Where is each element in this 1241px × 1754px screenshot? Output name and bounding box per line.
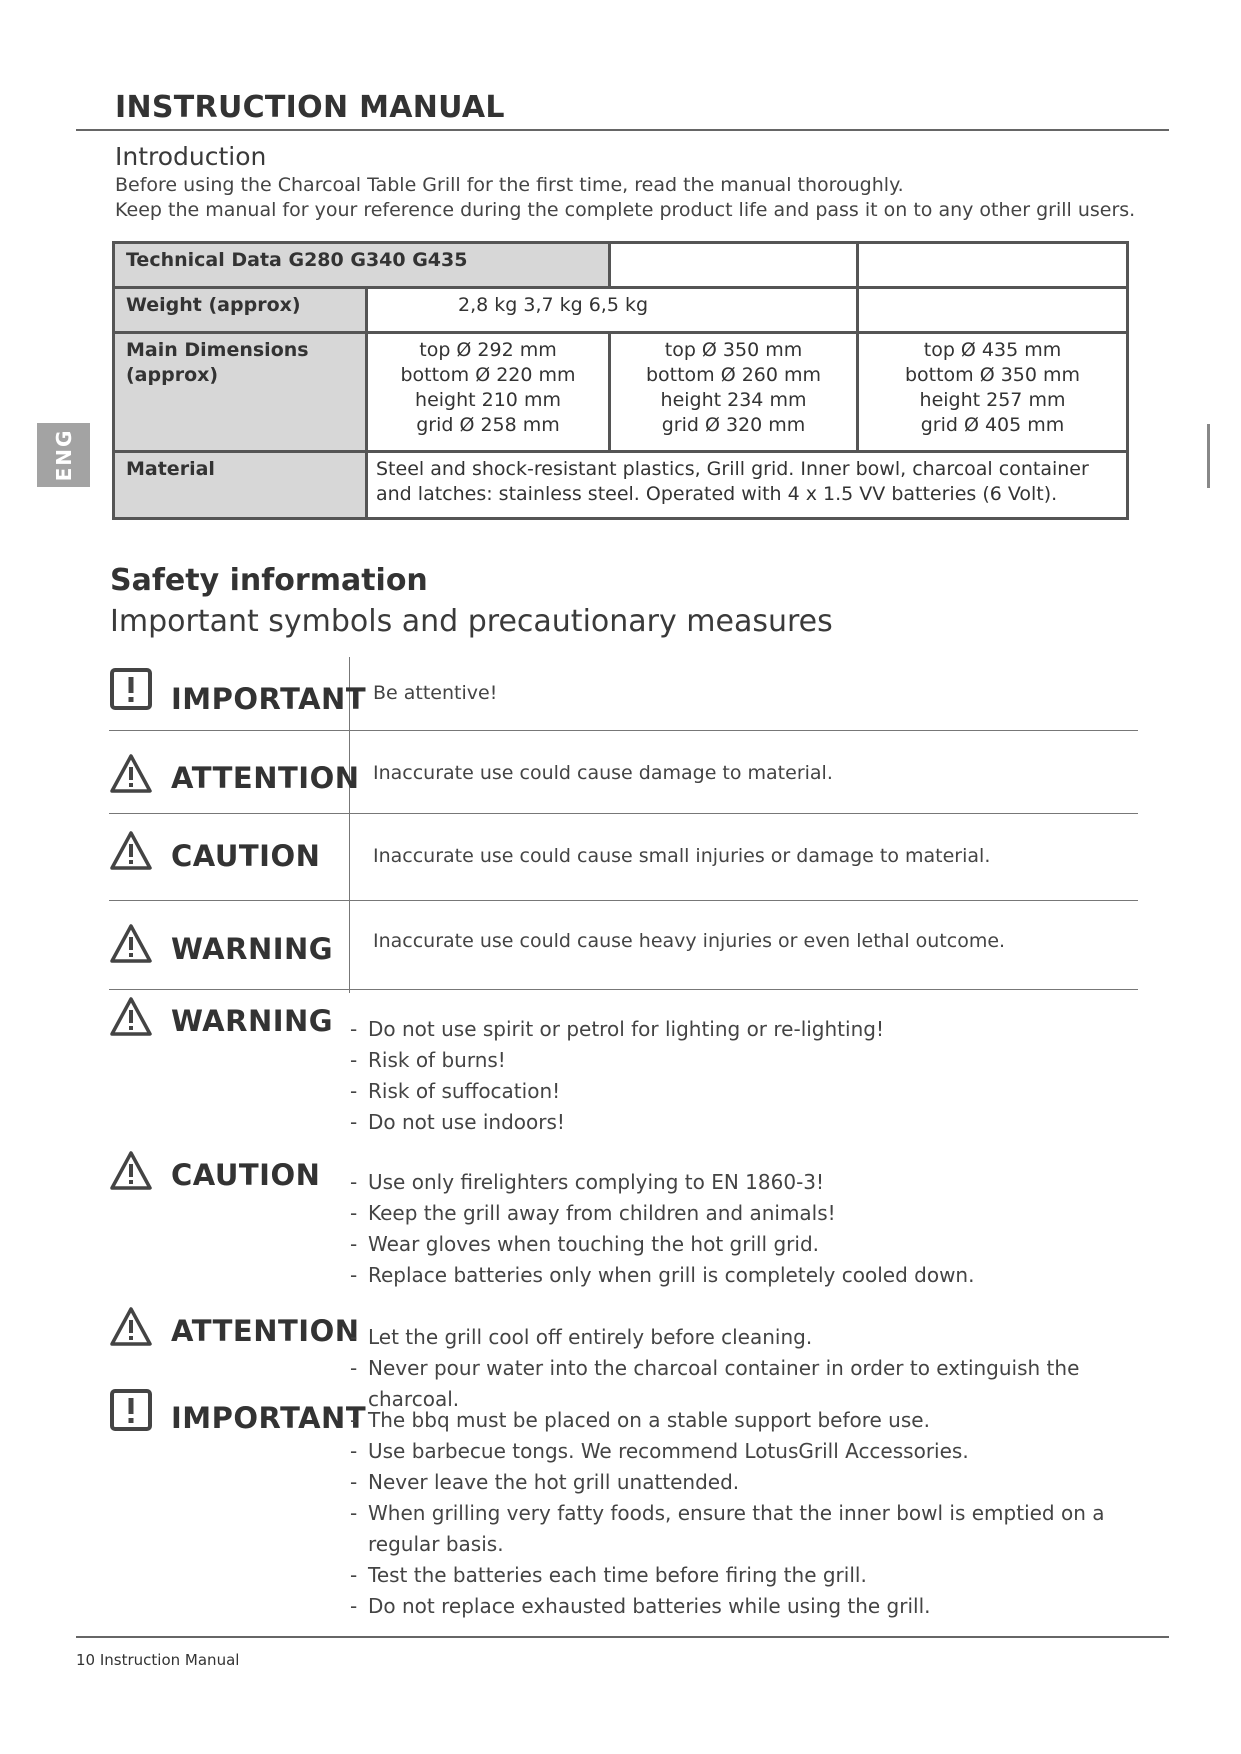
dimension-value: height 257 mm — [919, 389, 1066, 411]
symbol-label-attention: ATTENTION — [171, 761, 360, 795]
dimension-value: height 210 mm — [415, 389, 561, 411]
dimension-value: top Ø 435 mm — [923, 339, 1062, 361]
language-tab-label: ENG — [51, 428, 76, 482]
table-header-cell: Technical Data G280 G340 G435 — [114, 243, 610, 288]
symbol-description: Inaccurate use could cause small injuries or damage to material. — [373, 845, 991, 867]
dimension-value: bottom Ø 350 mm — [904, 364, 1081, 386]
group-label-important: IMPORTANT — [171, 1401, 367, 1435]
list-item: - Risk of suffocation! — [350, 1076, 1140, 1107]
footer-divider — [76, 1636, 1169, 1638]
symbol-description: Be attentive! — [373, 682, 498, 704]
symbol-description: Inaccurate use could cause damage to material. — [373, 762, 833, 784]
important-icon — [109, 1388, 153, 1432]
dimensions-g435 — [858, 333, 1128, 452]
material-label: Material — [114, 452, 367, 519]
row-divider — [109, 900, 1138, 901]
warning-triangle-icon — [109, 922, 153, 966]
row-divider — [109, 989, 1138, 990]
list-item: - Do not use spirit or petrol for lighting or re-lighting! — [350, 1014, 1140, 1045]
list-item: - The bbq must be placed on a stable support before use. — [350, 1405, 1140, 1436]
dimensions-g340 — [610, 333, 858, 452]
warning-triangle-icon — [109, 995, 153, 1039]
table-row — [114, 452, 1128, 519]
intro-line: Keep the manual for your reference during the complete product life and pass it on to any other grill users. — [115, 199, 1136, 221]
attention-list — [350, 1322, 1140, 1415]
technical-data-table — [112, 241, 1129, 520]
dimension-value: bottom Ø 260 mm — [645, 364, 822, 386]
list-item: - Do not use indoors! — [350, 1107, 1140, 1138]
row-divider — [109, 730, 1138, 731]
symbol-label-warning: WARNING — [171, 932, 334, 966]
page-title: INSTRUCTION MANUAL — [115, 90, 505, 125]
warning-triangle-icon — [109, 1149, 153, 1193]
symbol-description: Inaccurate use could cause heavy injuries or even lethal outcome. — [373, 930, 1006, 952]
list-item: - Risk of burns! — [350, 1045, 1140, 1076]
group-label-caution: CAUTION — [171, 1158, 321, 1192]
row-divider — [109, 813, 1138, 814]
footer-label: Instruction Manual — [99, 1651, 240, 1669]
weight-value: 2,8 kg 3,7 kg 6,5 kg — [367, 288, 858, 333]
list-item: - Let the grill cool off entirely before cleaning. — [350, 1322, 1140, 1353]
list-item: - Never pour water into the charcoal container in order to extinguish the charcoal. — [350, 1353, 1140, 1415]
group-label-attention: ATTENTION — [171, 1314, 360, 1348]
list-item: - Replace batteries only when grill is completely cooled down. — [350, 1260, 1140, 1291]
symbol-label-important: IMPORTANT — [171, 682, 367, 716]
language-tab — [37, 423, 90, 487]
dimension-value: grid Ø 405 mm — [920, 414, 1065, 436]
material-value: Steel and shock-resistant plastics, Grill grid. Inner bowl, charcoal container and latches: stainless steel. Operated with 4 x 1.5 VV batteries (6 Volt). — [367, 452, 1128, 519]
warning-triangle-icon — [109, 752, 153, 796]
warning-triangle-icon — [109, 1305, 153, 1349]
dimension-value: top Ø 350 mm — [664, 339, 803, 361]
table-cell — [858, 288, 1128, 333]
dimension-value: bottom Ø 220 mm — [400, 364, 576, 386]
important-icon — [109, 667, 153, 711]
important-list — [350, 1405, 1140, 1622]
page-number: 10 — [76, 1651, 96, 1669]
warning-triangle-icon — [109, 829, 153, 873]
dimension-value: grid Ø 320 mm — [661, 414, 806, 436]
dimension-value: grid Ø 258 mm — [416, 414, 560, 436]
table-row — [114, 243, 1128, 288]
caution-list — [350, 1167, 1140, 1291]
safety-subtitle: Important symbols and precautionary measures — [110, 604, 833, 639]
page-footer — [76, 1651, 239, 1669]
safety-title: Safety information — [110, 563, 428, 598]
dimensions-g280 — [367, 333, 610, 452]
intro-line: Before using the Charcoal Table Grill for the first time, read the manual thoroughly. — [115, 174, 904, 196]
dimension-value: height 234 mm — [660, 389, 807, 411]
intro-heading: Introduction — [115, 142, 267, 171]
list-item: - When grilling very fatty foods, ensure that the inner bowl is emptied on a regular basis. — [350, 1498, 1140, 1560]
list-item: - Use barbecue tongs. We recommend LotusGrill Accessories. — [350, 1436, 1140, 1467]
table-row — [114, 333, 1128, 452]
table-cell — [610, 243, 858, 288]
page-edge-marker — [1207, 424, 1210, 488]
dimensions-label: Main Dimensions (approx) — [114, 333, 367, 452]
list-item: - Test the batteries each time before firing the grill. — [350, 1560, 1140, 1591]
list-item: - Wear gloves when touching the hot grill grid. — [350, 1229, 1140, 1260]
list-item: - Do not replace exhausted batteries while using the grill. — [350, 1591, 1140, 1622]
list-item: - Use only firelighters complying to EN 1860-3! — [350, 1167, 1140, 1198]
list-item: - Keep the grill away from children and animals! — [350, 1198, 1140, 1229]
header-divider — [76, 129, 1169, 131]
weight-label: Weight (approx) — [114, 288, 367, 333]
table-cell — [858, 243, 1128, 288]
list-item: - Never leave the hot grill unattended. — [350, 1467, 1140, 1498]
table-row — [114, 288, 1128, 333]
symbol-label-caution: CAUTION — [171, 839, 321, 873]
group-label-warning: WARNING — [171, 1004, 334, 1038]
dimension-value: top Ø 292 mm — [419, 339, 557, 361]
warning-list — [350, 1014, 1140, 1138]
